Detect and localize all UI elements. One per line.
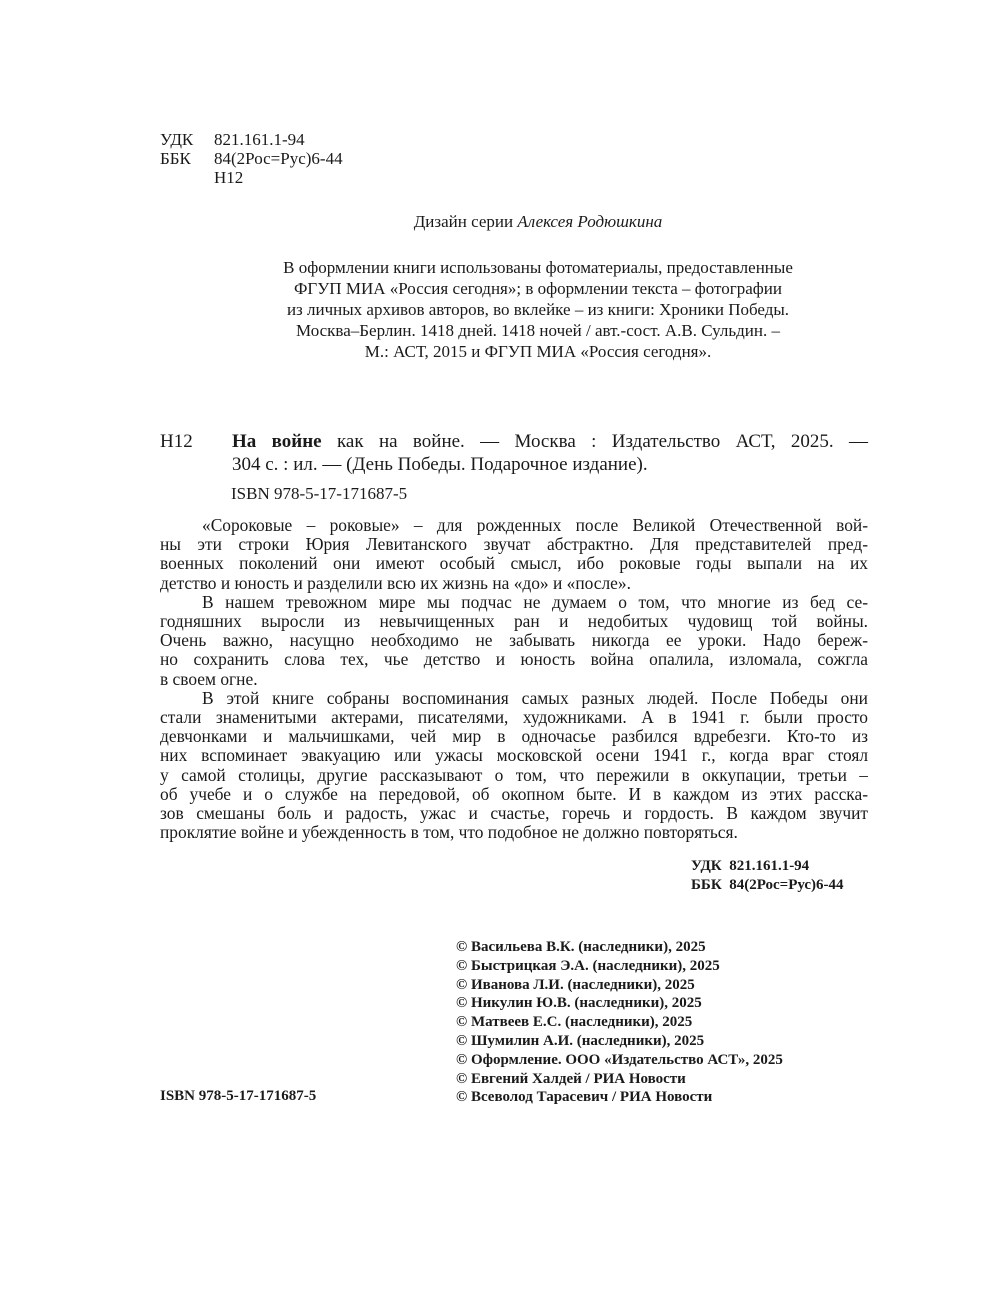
udk-bottom: УДК 821.161.1-94: [691, 858, 810, 874]
credit-line: из личных архивов авторов, во вклейке – из книги: Хроники Победы.: [286, 300, 790, 319]
annotation-line: у самой столицы, другие рассказывают о том, что пережили в оккупации, третьи –: [160, 765, 868, 785]
biblio-line2: 304 с. : ил. — (День Победы. Подарочное издание).: [232, 454, 648, 475]
annotation-line: «Сороковые – роковые» – для рожденных после Великой Отечественной вой-: [202, 516, 868, 535]
isbn: ISBN 978-5-17-171687-5: [231, 484, 408, 503]
annotation-line: В этой книге собраны воспоминания самых разных людей. После Победы они: [202, 688, 868, 708]
bbk-label: ББК: [160, 149, 191, 168]
copyright-line: © Никулин Ю.В. (наследники), 2025: [456, 995, 702, 1012]
biblio-line1: как на войне. — Москва : Издательство АСТ, 2025. —: [336, 431, 868, 452]
copyright-line: © Оформление. ООО «Издательство АСТ», 2025: [456, 1051, 783, 1068]
biblio-code: Н12: [160, 431, 193, 452]
copyright-line: © Быстрицкая Э.А. (наследники), 2025: [456, 957, 720, 974]
design-prefix: Дизайн серии: [413, 212, 514, 231]
annotation-line: военных поколений они имеют особый смысл, ибо роковые годы выпали на их: [160, 554, 868, 574]
isbn-bottom: ISBN 978-5-17-171687-5: [160, 1088, 317, 1104]
classification-codes: [160, 130, 343, 187]
book-title: На войне: [232, 431, 322, 452]
annotation-line: них вспоминает эвакуацию или ужасы московской осени 1941 г., когда враг стоял: [160, 746, 868, 766]
bbk-value: 84(2Рос=Рус)6-44: [214, 149, 343, 168]
annotation-line: проклятие войне и убежденность в том, что подобное не должно повторяться.: [160, 822, 738, 843]
credit-line: ФГУП МИА «Россия сегодня»; в оформлении текста – фотографии: [294, 279, 782, 298]
series-design-credit: [160, 212, 916, 232]
bbk-bottom: ББК 84(2Рос=Рус)6-44: [691, 877, 844, 893]
annotation-line: в своем огне.: [160, 668, 258, 689]
copyright-list: [456, 938, 783, 1107]
copyright-line: © Иванова Л.И. (наследники), 2025: [456, 976, 695, 993]
annotation-line: детство и юность и разделили всю их жизнь на «до» и «после».: [160, 572, 631, 593]
credit-line: М.: АСТ, 2015 и ФГУП МИА «Россия сегодня».: [364, 342, 712, 361]
annotation: [160, 516, 868, 842]
designer-name: Алексея Родюшкина: [517, 212, 663, 231]
credit-line: В оформлении книги использованы фотоматериалы, предоставленные: [283, 258, 793, 277]
annotation-line: В нашем тревожном мире мы подчас не думаем о том, что многие из бед се-: [202, 592, 868, 612]
copyright-line: © Шумилин А.И. (наследники), 2025: [456, 1032, 705, 1049]
annotation-line: годняшних выросли из невычищенных ран и недобитых чудовищ той войны.: [160, 612, 868, 632]
annotation-line: Очень важно, насущно необходимо не забывать никогда ее уроки. Надо береж-: [160, 631, 868, 651]
copyright-line: © Матвеев Е.С. (наследники), 2025: [456, 1014, 693, 1031]
annotation-line: ны эти строки Юрия Левитанского звучат абстрактно. Для представителей пред-: [160, 535, 868, 555]
annotation-line: но сохранить слова тех, чье детство и юность война опалила, изломала, сожгла: [160, 650, 868, 670]
annotation-line: стали знаменитыми актерами, писателями, художниками. А в 1941 г. были просто: [160, 708, 868, 728]
udk-label: УДК: [160, 130, 194, 149]
bottom-classification: [691, 857, 844, 895]
annotation-line: об учебе и о службе на передовой, об окопном быте. И в каждом из этих расска-: [160, 784, 868, 804]
copyright-line: © Васильева В.К. (наследники), 2025: [456, 939, 706, 955]
annotation-line: девчонками и мальчишками, чей мир в одночасье разбился вдребезги. Кто-то из: [160, 727, 868, 747]
author-mark: Н12: [214, 168, 244, 187]
udk-value: 821.161.1-94: [214, 130, 305, 149]
credit-line: Москва–Берлин. 1418 дней. 1418 ночей / авт.-сост. А.В. Сульдин. –: [296, 321, 780, 340]
copyright-line: © Всеволод Тарасевич / РИА Новости: [456, 1089, 713, 1106]
annotation-line: зов смешаны боль и радость, ужас и счастье, горечь и гордость. В каждом звучит: [160, 804, 868, 824]
photo-credits: [160, 257, 916, 362]
copyright-line: © Евгений Халдей / РИА Новости: [456, 1070, 686, 1087]
